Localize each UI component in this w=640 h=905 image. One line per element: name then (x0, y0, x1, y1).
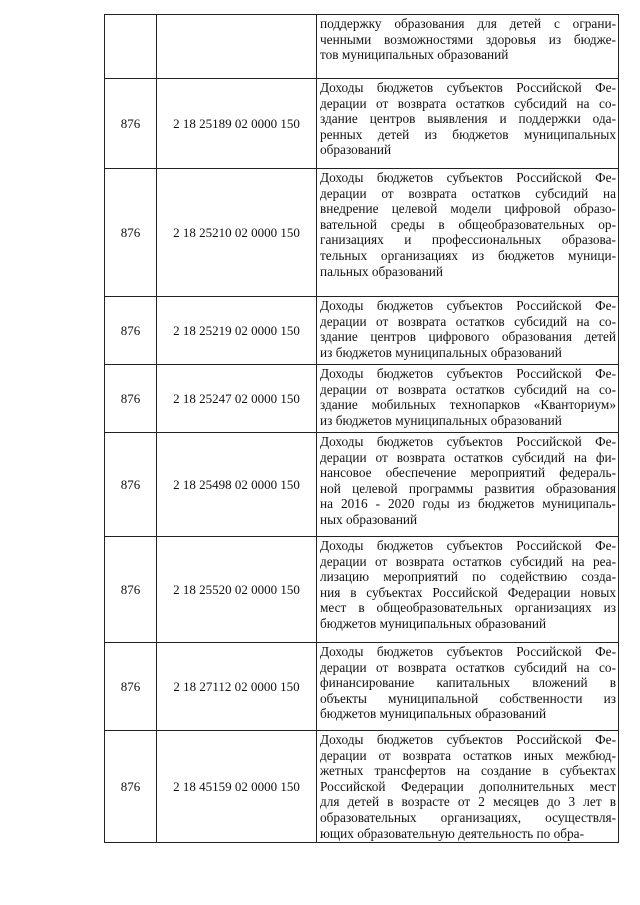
description-line: ной целевой программы развития образования (320, 480, 616, 496)
description-line: ющих образовательную деятельность по обра- (320, 825, 585, 841)
description-line: из бюджетов муниципальных образований (320, 344, 562, 360)
revenue-description-cell (317, 643, 619, 731)
revenue-description-cell (317, 169, 619, 297)
description-line: дерации от возврата остатков субсидий на со- (320, 381, 616, 397)
table-row (105, 297, 619, 365)
description-line: Доходы бюджетов субъектов Российской Фе- (320, 80, 616, 95)
admin-code-cell: 876 (105, 169, 157, 297)
budget-classification-code-cell: 2 18 27112 02 0000 150 (157, 643, 317, 731)
description-line: пальных образований (320, 263, 443, 279)
description-line: для детей в возрасте от 2 месяцев до 3 лет в (320, 794, 616, 810)
admin-code-cell: 876 (105, 731, 157, 843)
description-line: здание центров выявления и поддержки ода- (320, 111, 616, 127)
description-line: из бюджетов муниципальных образований (320, 412, 562, 428)
budget-revenue-table (104, 14, 619, 843)
revenue-description-cell (317, 79, 619, 169)
table-row (105, 169, 619, 297)
admin-code-cell: 876 (105, 643, 157, 731)
description-line: тельных организациях из бюджетов муници- (320, 247, 616, 263)
description-line: поддержку образования для детей с ограни- (320, 16, 616, 31)
description-line: финансирование капитальных вложений в (320, 675, 616, 691)
table-row (105, 537, 619, 643)
description-line: на 2016 - 2020 годы из бюджетов муниципаль- (320, 496, 616, 512)
description-line: здание центров цифрового образования детей (320, 329, 616, 345)
description-line: дерации от возврата остатков иных межбюд- (320, 747, 616, 763)
description-line: дерации от возврата остатков субсидий на со- (320, 313, 616, 329)
budget-classification-code-cell (157, 15, 317, 79)
table-row (105, 365, 619, 433)
description-line: ченными возможностями здоровья из бюдже- (320, 31, 616, 47)
admin-code-cell: 876 (105, 433, 157, 537)
description-line: дерации от возврата остатков субсидий на (320, 185, 616, 201)
description-line: дерации от возврата остатков субсидий на со- (320, 95, 616, 111)
description-line: бюджетов муниципальных образований (320, 615, 547, 631)
description-line: жетных трансфертов на создание в субъектах (320, 763, 616, 779)
description-line: бюджетов муниципальных образований (320, 706, 547, 722)
description-line: ных образований (320, 511, 418, 527)
admin-code-cell: 876 (105, 537, 157, 643)
budget-classification-code-cell: 2 18 25247 02 0000 150 (157, 365, 317, 433)
table-row (105, 433, 619, 537)
revenue-description-cell (317, 537, 619, 643)
description-line: дерации от возврата остатков субсидий на реа- (320, 553, 616, 569)
description-line: ганизациях и профессиональных образова- (320, 232, 616, 248)
table-body (105, 15, 619, 843)
description-line: тов муниципальных образований (320, 47, 509, 63)
description-line: Доходы бюджетов субъектов Российской Фе- (320, 644, 616, 659)
table-row (105, 643, 619, 731)
admin-code-cell (105, 15, 157, 79)
description-line: Российской Федерации дополнительных мест (320, 778, 616, 794)
description-line: ренных детей из бюджетов муниципальных (320, 126, 616, 142)
description-line: Доходы бюджетов субъектов Российской Фе- (320, 732, 616, 747)
revenue-description-cell (317, 297, 619, 365)
description-line: вательной среды в общеобразовательных ор- (320, 216, 616, 232)
description-line: объекты муниципальной собственности из (320, 690, 616, 706)
description-line: дерации от возврата остатков субсидий на со- (320, 659, 616, 675)
budget-classification-code-cell: 2 18 25189 02 0000 150 (157, 79, 317, 169)
admin-code-cell: 876 (105, 79, 157, 169)
description-line: здание мобильных технопарков «Кванториум» (320, 397, 616, 413)
budget-classification-code-cell: 2 18 45159 02 0000 150 (157, 731, 317, 843)
description-line: образований (320, 142, 392, 158)
budget-classification-code-cell: 2 18 25210 02 0000 150 (157, 169, 317, 297)
admin-code-cell: 876 (105, 297, 157, 365)
description-line: лизацию мероприятий по содействию созда- (320, 569, 616, 585)
description-line: Доходы бюджетов субъектов Российской Фе- (320, 366, 616, 381)
revenue-description-cell (317, 365, 619, 433)
revenue-description-cell (317, 15, 619, 79)
description-line: образовательных организациях, осуществля- (320, 809, 616, 825)
budget-classification-code-cell: 2 18 25520 02 0000 150 (157, 537, 317, 643)
table-row (105, 79, 619, 169)
table-row (105, 731, 619, 843)
description-line: Доходы бюджетов субъектов Российской Фе- (320, 538, 616, 553)
budget-classification-code-cell: 2 18 25219 02 0000 150 (157, 297, 317, 365)
description-line: Доходы бюджетов субъектов Российской Фе- (320, 170, 616, 185)
revenue-description-cell (317, 731, 619, 843)
table-row (105, 15, 619, 79)
description-line: дерации от возврата остатков субсидий на фи- (320, 449, 616, 465)
revenue-description-cell (317, 433, 619, 537)
description-line: ния в субъектах Российской Федерации новых (320, 584, 616, 600)
description-line: Доходы бюджетов субъектов Российской Фе- (320, 434, 616, 449)
description-line: внедрение целевой модели цифровой образо- (320, 201, 616, 217)
admin-code-cell: 876 (105, 365, 157, 433)
description-line: нансовое обеспечение мероприятий федераль- (320, 465, 616, 481)
description-line: мест в общеобразовательных организациях из (320, 600, 616, 616)
description-line: Доходы бюджетов субъектов Российской Фе- (320, 298, 616, 313)
budget-classification-code-cell: 2 18 25498 02 0000 150 (157, 433, 317, 537)
